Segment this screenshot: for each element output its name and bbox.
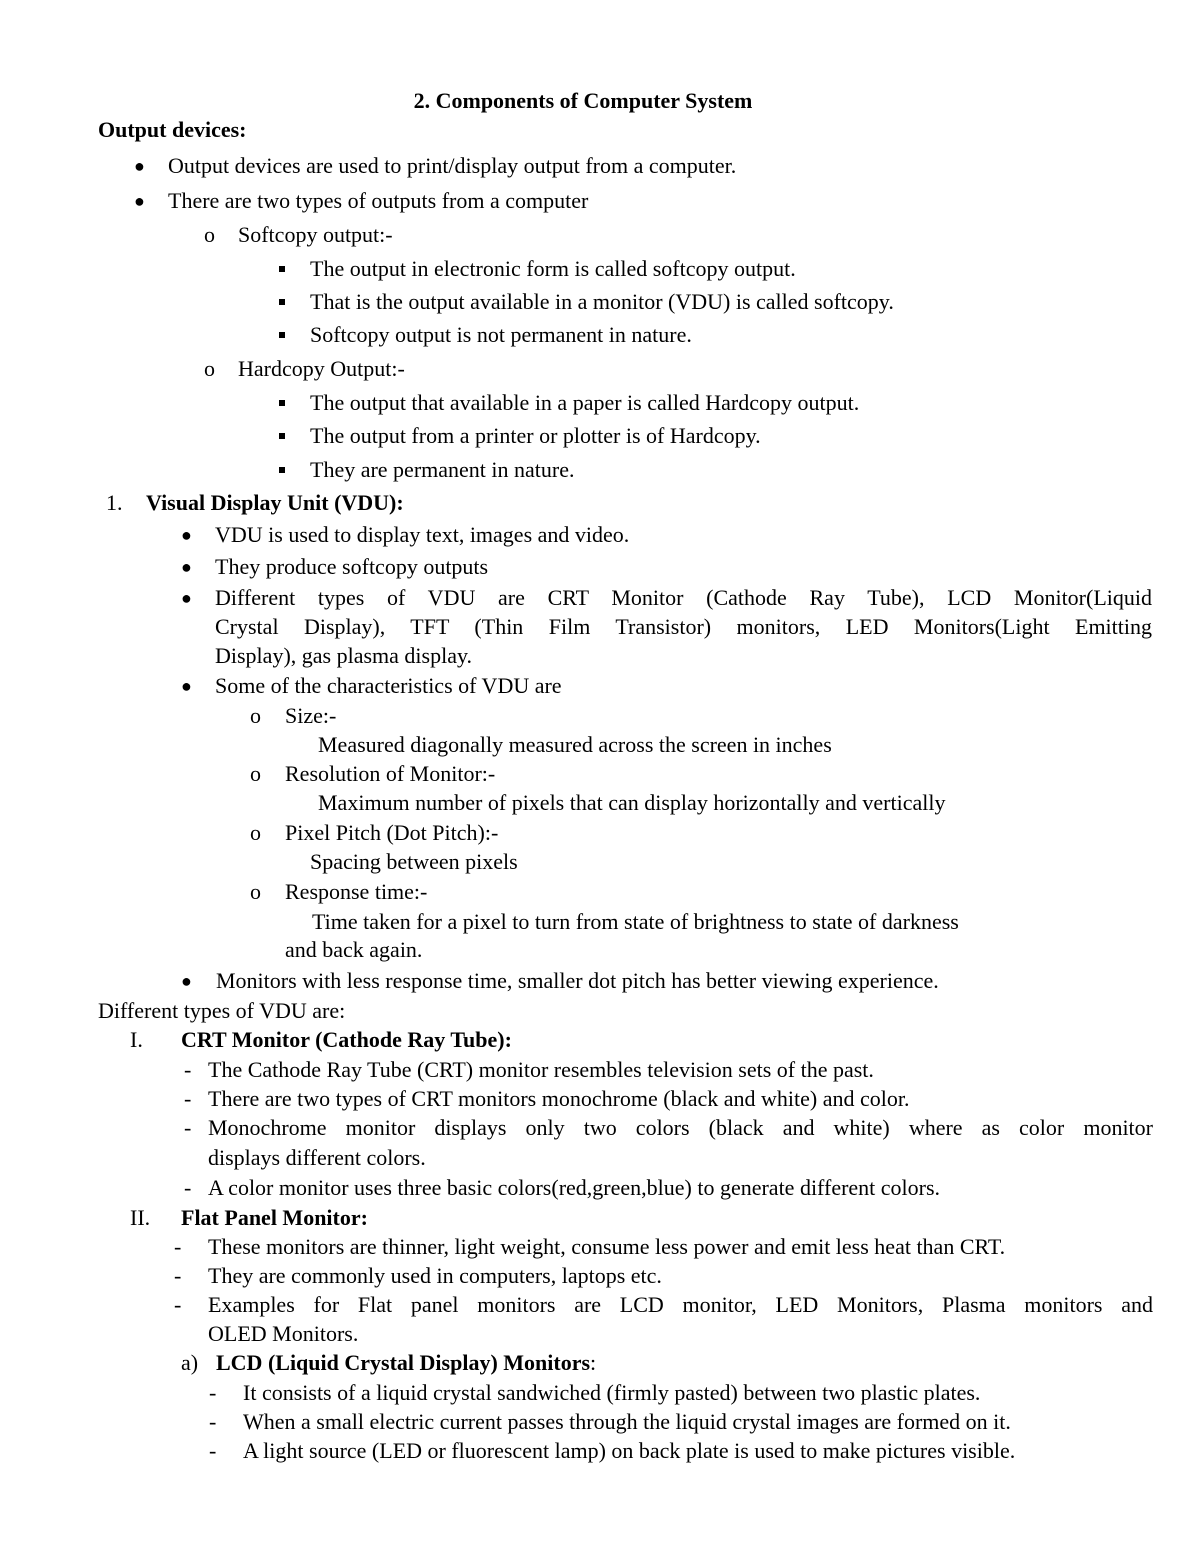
output-devices-heading: Output devices: [98,117,247,142]
bullet-marker: ● [181,971,192,991]
bullet-marker: ● [134,156,145,176]
hardcopy-label: Hardcopy Output:- [238,356,405,381]
list-item: There are two types of CRT monitors monochrome (black and white) and color. [208,1086,910,1111]
list-item: These monitors are thinner, light weight, consume less power and emit less heat than CRT. [208,1234,1006,1259]
circle-marker: o [250,820,261,845]
lcd-heading-colon: : [590,1350,597,1375]
bullet-marker: ● [181,557,192,577]
characteristic-desc: Time taken for a pixel to turn from state of brightness to state of darkness [312,909,959,934]
bullet-marker: ● [181,676,192,696]
list-item: The Cathode Ray Tube (CRT) monitor resembles television sets of the past. [208,1057,874,1082]
square-marker [279,332,285,338]
characteristic-label: Size:- [285,703,337,728]
characteristic-label: Pixel Pitch (Dot Pitch):- [285,820,499,845]
list-item: A color monitor uses three basic colors(red,green,blue) to generate different colors. [208,1175,941,1200]
list-item: That is the output available in a monitor (VDU) is called softcopy. [310,289,894,314]
dash-marker: - [184,1086,192,1111]
lcd-heading [216,1350,596,1376]
square-marker [279,433,285,439]
lcd-heading-text: LCD (Liquid Crystal Display) Monitors [216,1350,591,1375]
softcopy-label: Softcopy output:- [238,222,393,247]
dash-marker: - [174,1292,182,1317]
list-item: When a small electric current passes through the liquid crystal images are formed on it. [243,1409,1011,1434]
list-item: Softcopy output is not permanent in nature. [310,322,692,347]
page-title: 2. Components of Computer System [413,88,753,113]
list-item: It consists of a liquid crystal sandwiched (firmly pasted) between two plastic plates. [243,1380,981,1405]
vdu-types-line: Different types of VDU are CRT Monitor (Cathode Ray Tube), LCD Monitor(Liquid [215,585,1152,610]
dash-marker: - [209,1438,217,1463]
circle-marker: o [204,222,215,247]
crt-heading: CRT Monitor (Cathode Ray Tube): [181,1027,512,1052]
dash-marker: - [209,1409,217,1434]
section-numeral: I. [130,1027,143,1052]
vdu-heading: Visual Display Unit (VDU): [146,490,404,515]
list-item-continued: OLED Monitors. [208,1321,359,1346]
characteristic-desc: Spacing between pixels [310,849,518,874]
bullet-marker: ● [181,525,192,545]
list-item: They are permanent in nature. [310,457,575,482]
bullet-marker: ● [181,588,192,608]
dash-marker: - [184,1057,192,1082]
list-item: A light source (LED or fluorescent lamp) on back plate is used to make pictures visible. [243,1438,1016,1463]
list-item: The output from a printer or plotter is of Hardcopy. [310,423,761,448]
types-intro: Different types of VDU are: [98,998,346,1023]
vdu-types-line: Display), gas plasma display. [215,643,473,668]
bullet-marker: ● [134,191,145,211]
characteristic-label: Resolution of Monitor:- [285,761,496,786]
dash-marker: - [184,1115,192,1140]
list-item: There are two types of outputs from a computer [168,188,589,213]
circle-marker: o [250,761,261,786]
dash-marker: - [174,1263,182,1288]
list-item: Monitors with less response time, smaller dot pitch has better viewing experience. [216,968,939,993]
dash-marker: - [209,1380,217,1405]
square-marker [279,467,285,473]
section-numeral: II. [130,1205,151,1230]
subsection-letter: a) [181,1350,199,1375]
square-marker [279,400,285,406]
list-item: VDU is used to display text, images and video. [215,522,630,547]
circle-marker: o [250,879,261,904]
characteristic-desc: Maximum number of pixels that can display horizontally and vertically [318,790,946,815]
characteristic-desc: Measured diagonally measured across the screen in inches [318,732,832,757]
square-marker [279,266,285,272]
list-item-continued: displays different colors. [208,1145,426,1170]
dash-marker: - [174,1234,182,1259]
list-item: Output devices are used to print/display output from a computer. [168,153,737,178]
circle-marker: o [250,703,261,728]
flat-panel-heading: Flat Panel Monitor: [181,1205,368,1230]
square-marker [279,299,285,305]
list-item: They produce softcopy outputs [215,554,489,579]
list-item: The output in electronic form is called softcopy output. [310,256,796,281]
list-item: They are commonly used in computers, laptops etc. [208,1263,662,1288]
characteristics-intro: Some of the characteristics of VDU are [215,673,562,698]
dash-marker: - [184,1175,192,1200]
list-item: The output that available in a paper is called Hardcopy output. [310,390,860,415]
circle-marker: o [204,356,215,381]
list-item: Examples for Flat panel monitors are LCD monitor, LED Monitors, Plasma monitors and [208,1292,1153,1317]
characteristic-label: Response time:- [285,879,428,904]
vdu-types-line: Crystal Display), TFT (Thin Film Transistor) monitors, LED Monitors(Light Emitting [215,614,1152,639]
section-number: 1. [106,490,123,515]
characteristic-desc: and back again. [285,937,423,962]
list-item: Monochrome monitor displays only two colors (black and white) where as color monitor [208,1115,1153,1140]
